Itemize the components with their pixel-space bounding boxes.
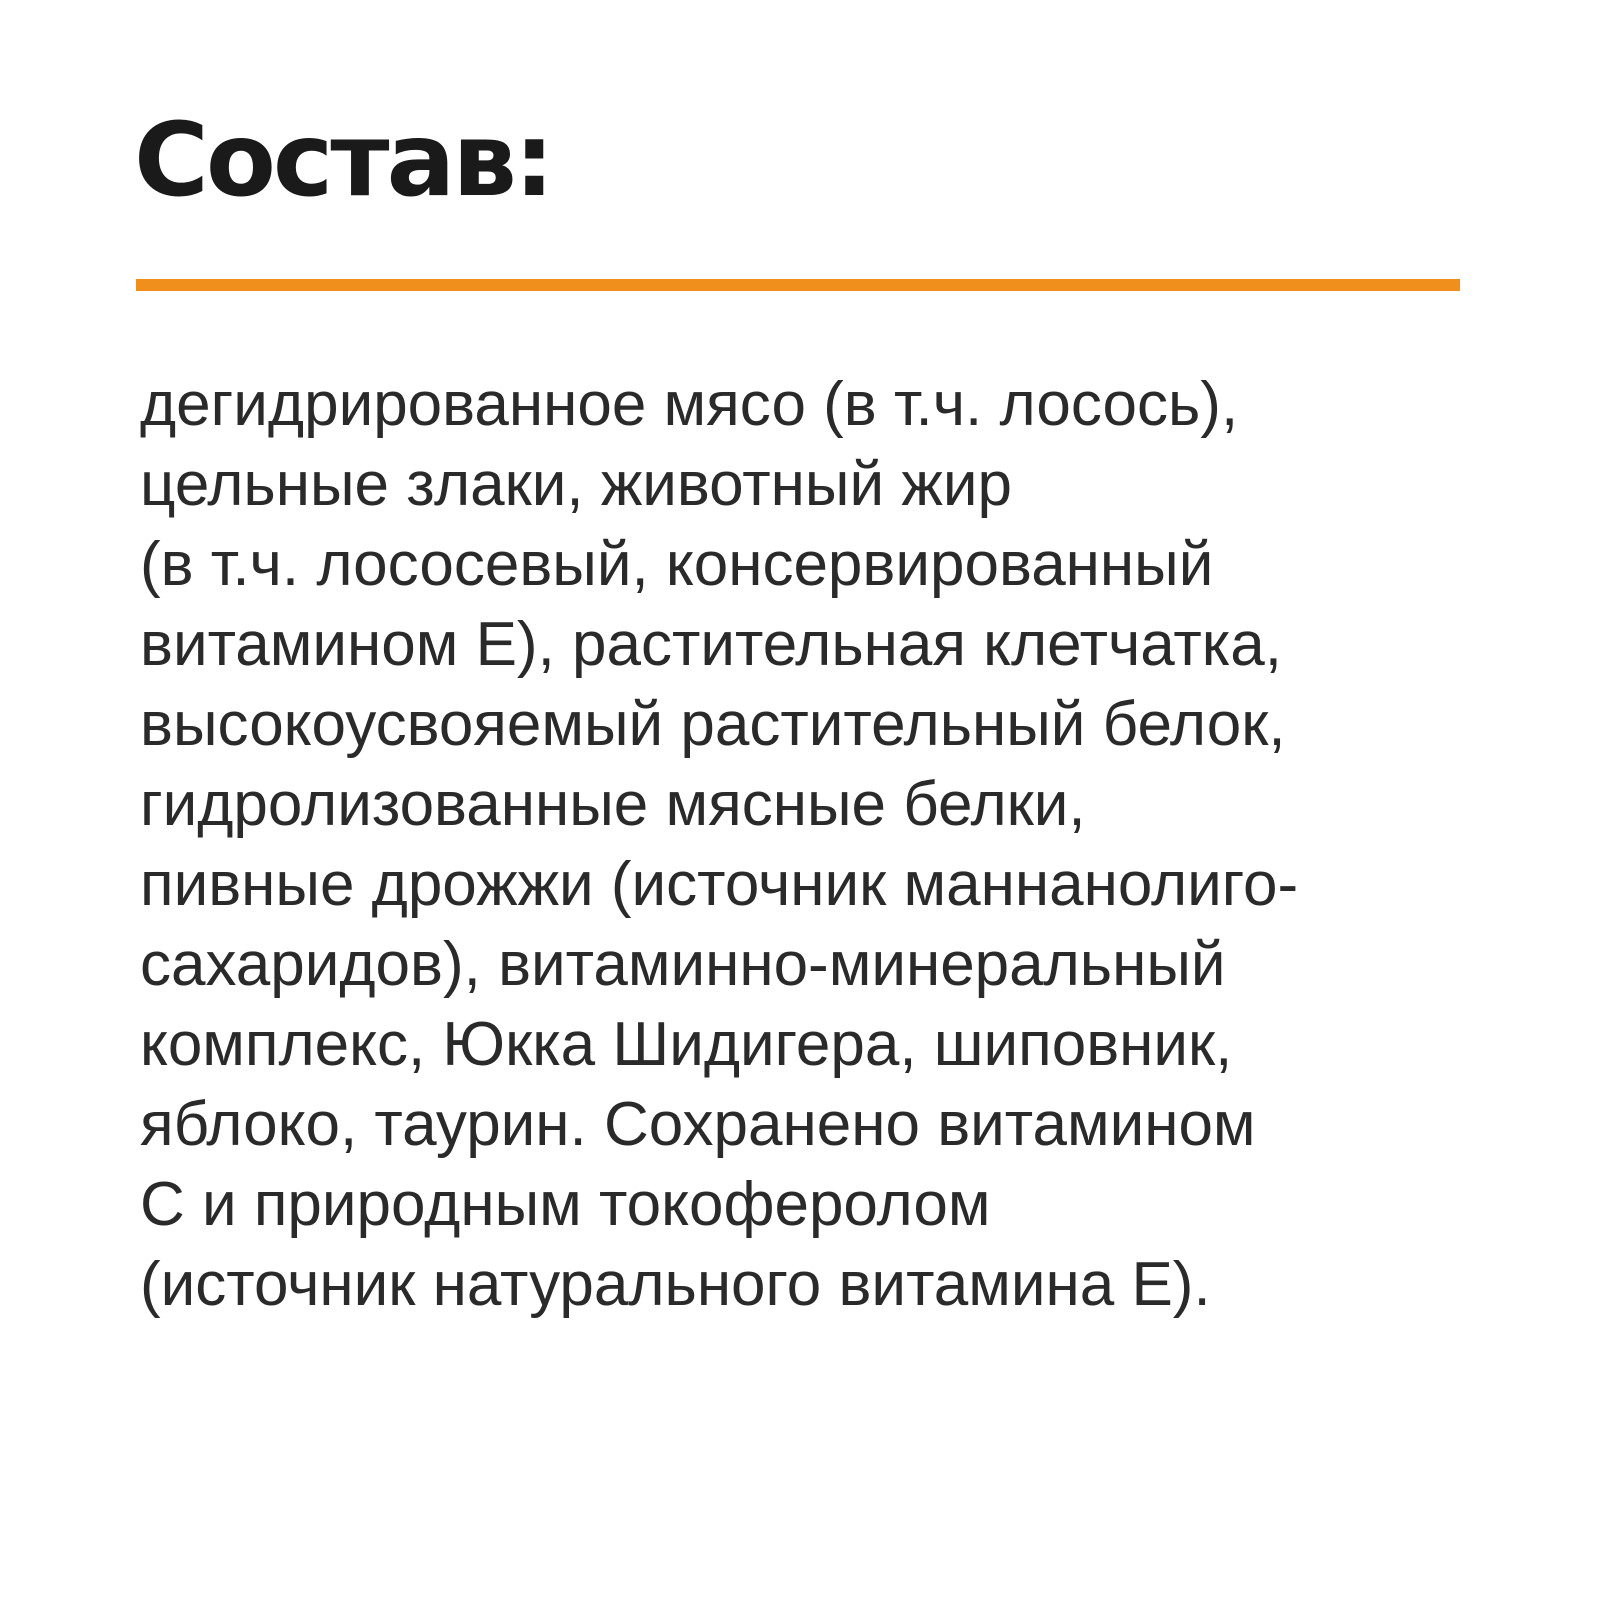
composition-line: сахаридов), витаминно-минеральный	[140, 930, 1226, 999]
composition-line: яблоко, таурин. Сохранено витамином	[140, 1090, 1256, 1159]
composition-line: высокоусвояемый растительный белок,	[140, 690, 1286, 759]
composition-text	[140, 365, 1470, 1325]
composition-line: витамином Е), растительная клетчатка,	[140, 610, 1282, 679]
composition-line: дегидрированное мясо (в т.ч. лосось),	[140, 370, 1239, 439]
page-title: Состав:	[134, 101, 552, 220]
composition-line: комплекс, Юкка Шидигера, шиповник,	[140, 1010, 1233, 1079]
composition-line: цельные злаки, животный жир	[140, 450, 1012, 519]
composition-line: С и природным токоферолом	[140, 1170, 991, 1239]
composition-line: пивные дрожжи (источник маннанолиго-	[140, 850, 1299, 919]
composition-line: гидролизованные мясные белки,	[140, 770, 1086, 839]
composition-line: (источник натурального витамина Е).	[140, 1250, 1211, 1319]
composition-line: (в т.ч. лососевый, консервированный	[140, 530, 1214, 599]
accent-divider	[136, 279, 1460, 291]
